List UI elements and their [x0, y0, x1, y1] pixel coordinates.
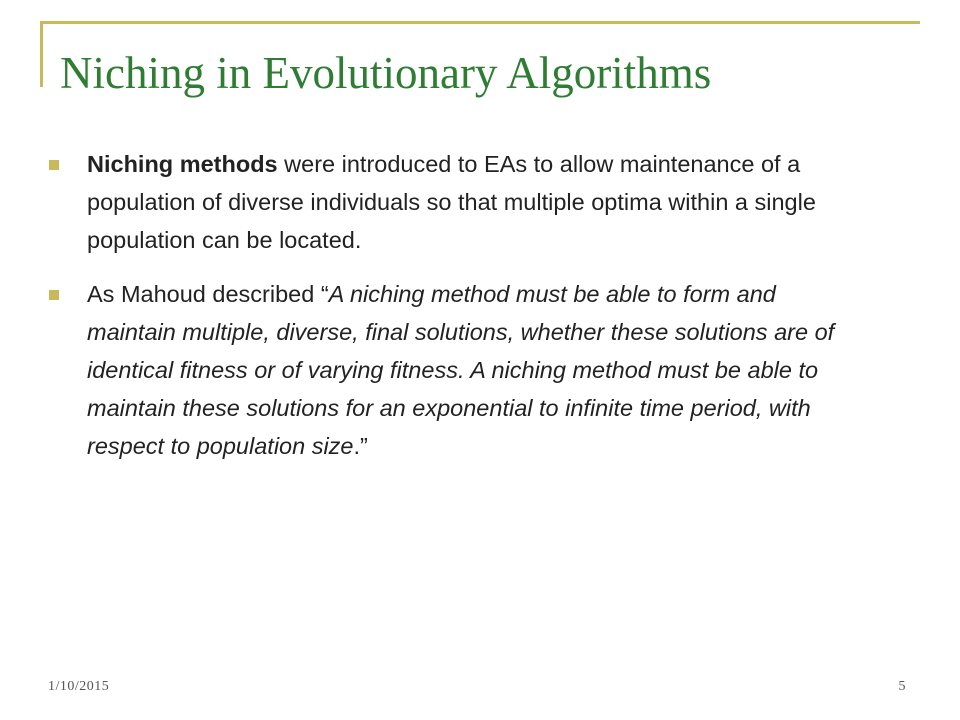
footer-page-number: 5 — [898, 679, 906, 694]
bullet-list — [45, 146, 865, 482]
square-bullet-icon — [49, 290, 59, 300]
square-bullet-icon — [49, 160, 59, 170]
footer-date: 1/10/2015 — [48, 679, 110, 694]
bullet-item-mahoud-quote — [45, 276, 865, 465]
bullet-item-niching-methods — [45, 146, 865, 259]
bullet-text: were introduced to EAs to allow maintenance of a population of diverse individuals so that multiple optima within a single population can be located. — [87, 151, 816, 253]
bullet-quote: A niching method must be able to form and maintain multiple, diverse, final solutions, whether these solutions are of identical fitness or of varying fitness. A niching method must be able to maintain these solutions for an exponential to infinite time period, with respect to population size — [87, 281, 835, 459]
bullet-bold-lead: Niching methods — [87, 151, 278, 177]
slide-title: Niching in Evolutionary Algorithms — [60, 48, 712, 98]
frame-top-line — [40, 21, 920, 24]
bullet-lead: As Mahoud described “ — [87, 281, 329, 308]
bullet-tail: .” — [353, 432, 368, 459]
frame-left-line — [40, 21, 43, 87]
